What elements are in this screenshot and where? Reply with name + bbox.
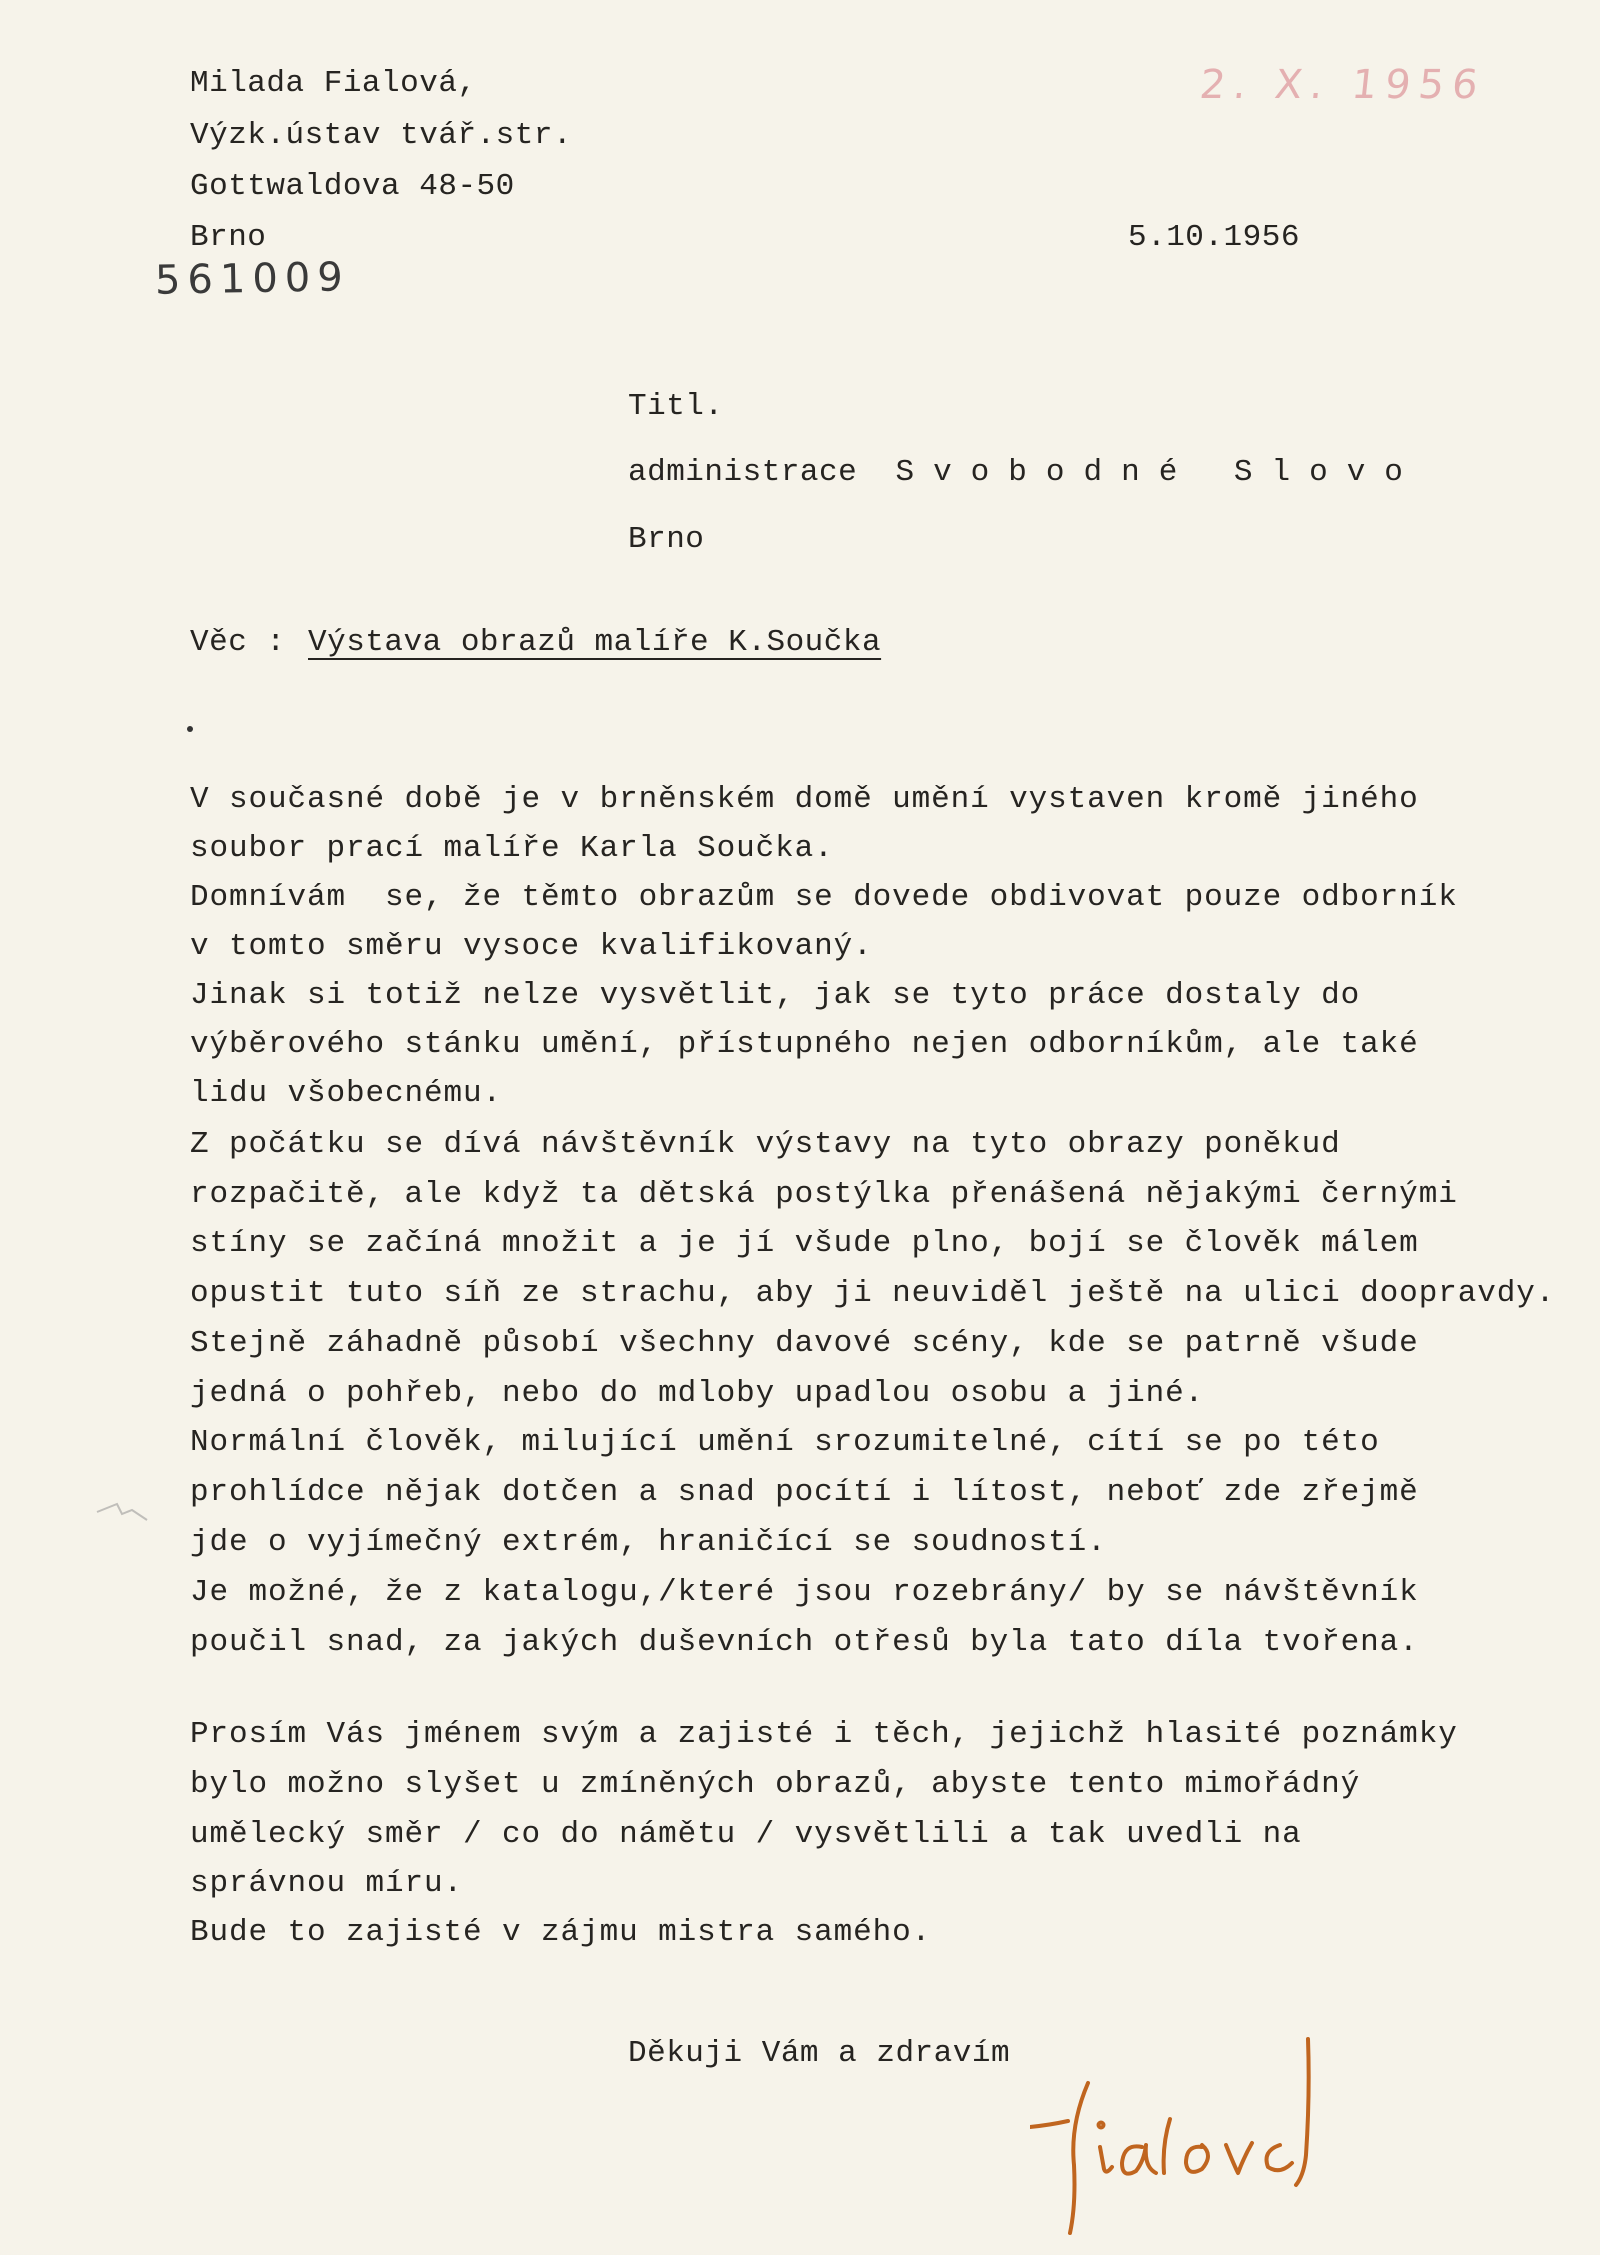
recipient-department: administrace	[628, 455, 858, 490]
body-line: Stejně záhadně působí všechny davové scény, kde se patrně všude	[190, 1326, 1419, 1361]
body-line: opustit tuto síň ze strachu, aby ji neuviděl ještě na ulici doopravdy.	[190, 1276, 1556, 1311]
body-line: Z počátku se dívá návštěvník výstavy na tyto obrazy poněkud	[190, 1127, 1341, 1162]
stray-dot	[187, 726, 193, 732]
body-line: Je možné, že z katalogu,/které jsou rozebrány/ by se návštěvník	[190, 1575, 1419, 1610]
body-line: Normální člověk, milující umění srozumitelné, cítí se po této	[190, 1425, 1380, 1460]
body-line: V současné době je v brněnském domě umění vystaven kromě jiného	[190, 782, 1419, 817]
recipient-city: Brno	[628, 522, 705, 557]
recipient-salutation: Titl.	[628, 389, 724, 424]
body-line: Prosím Vás jménem svým a zajisté i těch, jejichž hlasité poznámky	[190, 1717, 1458, 1752]
body-line: umělecký směr / co do námětu / vysvětlili a tak uvedli na	[190, 1817, 1302, 1852]
body-line: prohlídce nějak dotčen a snad pocítí i lítost, neboť zde zřejmě	[190, 1475, 1419, 1510]
body-line: jde o vyjímečný extrém, hraničící se soudností.	[190, 1525, 1107, 1560]
received-date-stamp: 2. X. 1956	[1197, 62, 1488, 108]
closing-phrase: Děkuji Vám a zdravím	[628, 2036, 1011, 2071]
body-line: Domnívám se, že těmto obrazům se dovede obdivovat pouze odborník	[190, 880, 1458, 915]
recipient-newspaper: Svobodné Slovo	[895, 455, 1422, 490]
body-line: stíny se začíná množit a je jí všude plno, bojí se člověk málem	[190, 1226, 1419, 1261]
body-line: výběrového stánku umění, přístupného nejen odborníkům, ale také	[190, 1027, 1419, 1062]
body-line: jedná o pohřeb, nebo do mdloby upadlou osobu a jiné.	[190, 1376, 1205, 1411]
paper-smudge	[92, 1490, 162, 1530]
sender-city: Brno	[190, 220, 267, 255]
body-line: Jinak si totiž nelze vysvětlit, jak se tyto práce dostaly do	[190, 978, 1361, 1013]
signature	[1030, 2035, 1320, 2250]
body-line: správnou míru.	[190, 1866, 464, 1901]
recipient-department-line	[628, 453, 1422, 493]
body-line: rozpačitě, ale když ta dětská postýlka přenášená nějakými černými	[190, 1177, 1458, 1212]
sender-street: Gottwaldova 48-50	[190, 169, 515, 204]
body-line: bylo možno slyšet u zmíněných obrazů, abyste tento mimořádný	[190, 1767, 1361, 1802]
sender-institution: Výzk.ústav tvář.str.	[190, 118, 573, 153]
subject-label: Věc :	[190, 625, 286, 660]
body-line: poučil snad, za jakých duševních otřesů byla tato díla tvořena.	[190, 1625, 1419, 1660]
body-line: soubor prací malíře Karla Součka.	[190, 831, 834, 866]
body-line: lidu všobecnému.	[190, 1076, 503, 1111]
subject-text: Výstava obrazů malíře K.Součka	[308, 625, 882, 660]
body-line: v tomto směru vysoce kvalifikovaný.	[190, 929, 873, 964]
letter-date: 5.10.1956	[1128, 220, 1300, 255]
handwritten-reference-number: 561009	[154, 254, 351, 304]
body-line: Bude to zajisté v zájmu mistra samého.	[190, 1915, 932, 1950]
sender-name: Milada Fialová,	[190, 66, 477, 101]
